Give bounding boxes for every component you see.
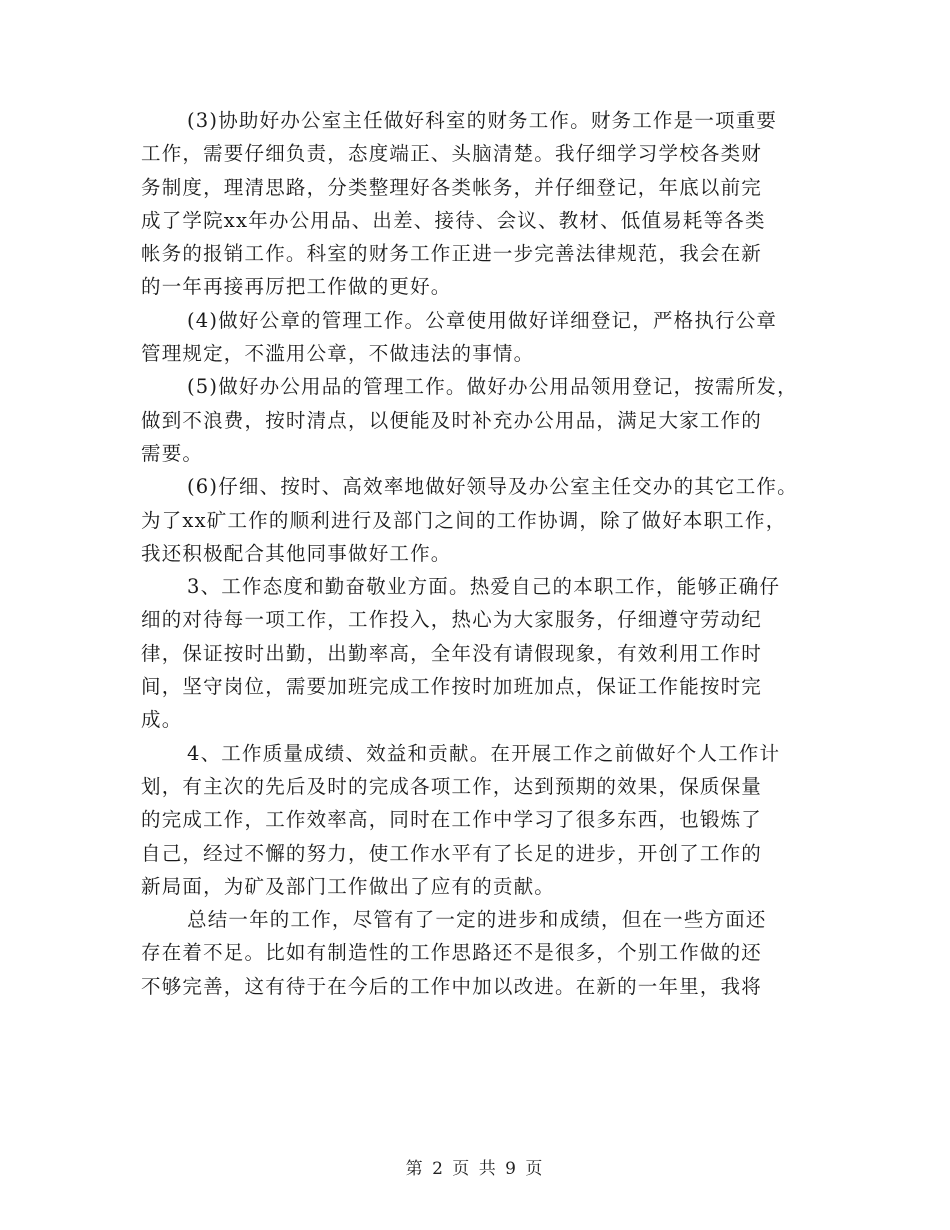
text-line: (6)仔细、按时、高效率地做好领导及办公室主任交办的其它工作。: [187, 475, 798, 499]
text-line: 间，坚守岗位，需要加班完成工作按时加班加点，保证工作能按时完: [141, 675, 763, 699]
text-line: 务制度，理清思路，分类整理好各类帐务，并仔细登记，年底以前完: [141, 175, 763, 199]
text-line: (4)做好公章的管理工作。公章使用做好详细登记，严格执行公章: [187, 308, 778, 332]
text-line: 细的对待每一项工作，工作投入，热心为大家服务，仔细遵守劳动纪: [141, 608, 763, 632]
text-line: 做到不浪费，按时清点，以便能及时补充办公用品，满足大家工作的: [141, 408, 763, 432]
text-line: 为了xx矿工作的顺利进行及部门之间的工作协调，除了做好本职工作，: [141, 508, 787, 532]
text-line: 划，有主次的先后及时的完成各项工作，达到预期的效果，保质保量: [141, 774, 763, 798]
text-line: 不够完善，这有待于在今后的工作中加以改进。在新的一年里，我将: [141, 974, 763, 998]
text-line: 总结一年的工作，尽管有了一定的进步和成绩，但在一些方面还: [187, 908, 767, 932]
text-line: 3、工作态度和勤奋敬业方面。热爱自己的本职工作，能够正确仔: [187, 575, 781, 599]
text-line: 律，保证按时出勤，出勤率高，全年没有请假现象，有效利用工作时: [141, 641, 763, 665]
text-line: 工作，需要仔细负责，态度端正、头脑清楚。我仔细学习学校各类财: [141, 142, 763, 166]
text-line: 成了学院xx年办公用品、出差、接待、会议、教材、低值易耗等各类: [141, 208, 766, 232]
text-line: (3)协助好办公室主任做好科室的财务工作。财务工作是一项重要: [187, 109, 778, 132]
text-line: 我还积极配合其他同事做好工作。: [141, 541, 452, 565]
text-line: 管理规定，不滥用公章，不做违法的事情。: [141, 342, 535, 366]
text-line: 的一年再接再厉把工作做的更好。: [141, 275, 452, 299]
text-line: 需要。: [141, 441, 204, 465]
text-line: 的完成工作，工作效率高，同时在工作中学习了很多东西，也锻炼了: [141, 808, 763, 832]
text-line: 帐务的报销工作。科室的财务工作正进一步完善法律规范，我会在新: [141, 242, 763, 266]
text-line: 4、工作质量成绩、效益和贡献。在开展工作之前做好个人工作计: [187, 741, 781, 765]
text-line: 新局面，为矿及部门工作做出了应有的贡献。: [141, 874, 556, 898]
text-line: (5)做好办公用品的管理工作。做好办公用品领用登记，按需所发，: [187, 375, 798, 399]
text-line: 成。: [141, 708, 183, 732]
text-line: 存在着不足。比如有制造性的工作思路还不是很多，个别工作做的还: [141, 941, 763, 965]
text-line: 自己，经过不懈的努力，使工作水平有了长足的进步，开创了工作的: [141, 841, 763, 865]
body-text: [141, 104, 821, 1003]
page-footer: 第 2 页 共 9 页: [405, 1159, 545, 1179]
